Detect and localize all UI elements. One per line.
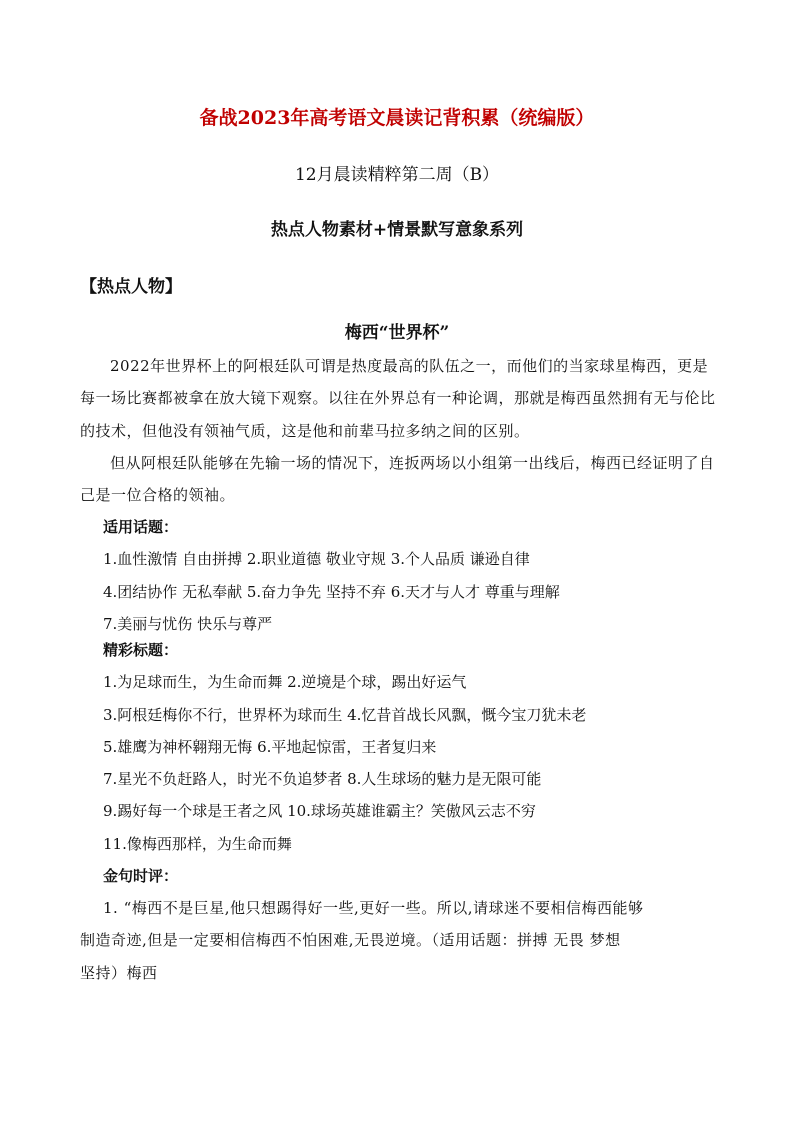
titles-heading: 精彩标题： — [103, 641, 179, 659]
title-line: 5.雄鹰为神杯翱翔无悔 6.平地起惊雷，王者复归来 — [103, 737, 437, 756]
topic-line: 4.团结协作 无私奉献 5.奋力争先 坚持不弃 6.天才与人才 尊重与理解 — [103, 582, 560, 601]
title-line: 1.为足球而生，为生命而舞 2.逆境是个球，踢出好运气 — [103, 673, 467, 692]
quote-line: 坚持）梅西 — [80, 963, 158, 982]
title-line: 9.踢好每一个球是王者之风 10.球场英雄谁霸主？笑傲风云志不穷 — [103, 802, 536, 821]
document-title: 备战2023年高考语文晨读记背积累（统编版） — [199, 107, 595, 129]
topics-heading: 适用话题： — [103, 518, 179, 536]
section-heading: 【热点人物】 — [80, 277, 182, 297]
titles-block — [103, 634, 743, 860]
quote-item — [80, 892, 723, 989]
quote-line: 1. “梅西不是巨星,他只想踢得好一些,更好一些。所以,请球迷不要相信梅西能够 — [103, 899, 644, 917]
quotes-heading: 金句时评： — [103, 867, 179, 885]
quotes-heading-wrap — [103, 860, 743, 892]
title-line: 3.阿根廷梅你不行，世界杯为球而生 4.忆昔首战长风飘，慨今宝刀犹未老 — [103, 705, 587, 724]
paragraph: 2022年世界杯上的阿根廷队可谓是热度最高的队伍之一，而他们的当家球星梅西，更是每一场比赛都被拿在放大镜下观察。以往在外界总有一种论调，那就是梅西虽然拥有无与伦比的技术，但他没有领袖气质，这是他和前辈马拉多纳之间的区别。 — [80, 357, 716, 440]
topic-line: 7.美丽与忧伤 快乐与尊严 — [103, 614, 273, 633]
article-body — [80, 350, 720, 511]
topic-line: 1.血性激情 自由拼搏 2.职业道德 敬业守规 3.个人品质 谦逊自律 — [103, 550, 530, 569]
series-title: 热点人物素材+情景默写意象系列 — [270, 220, 524, 240]
topics-block — [103, 511, 743, 640]
title-line: 11.像梅西那样，为生命而舞 — [103, 834, 292, 853]
document-subtitle: 12月晨读精粹第二周（B） — [294, 165, 500, 185]
paragraph: 但从阿根廷队能够在先输一场的情况下，连扳两场以小组第一出线后，梅西已经证明了自己是一位合格的领袖。 — [80, 453, 715, 505]
title-line: 7.星光不负赶路人，时光不负追梦者 8.人生球场的魅力是无限可能 — [103, 770, 542, 789]
quote-line: 制造奇迹,但是一定要相信梅西不怕困难,无畏逆境。（适用话题：拼搏 无畏 梦想 — [80, 931, 621, 950]
article-title: 梅西“世界杯” — [344, 323, 450, 343]
